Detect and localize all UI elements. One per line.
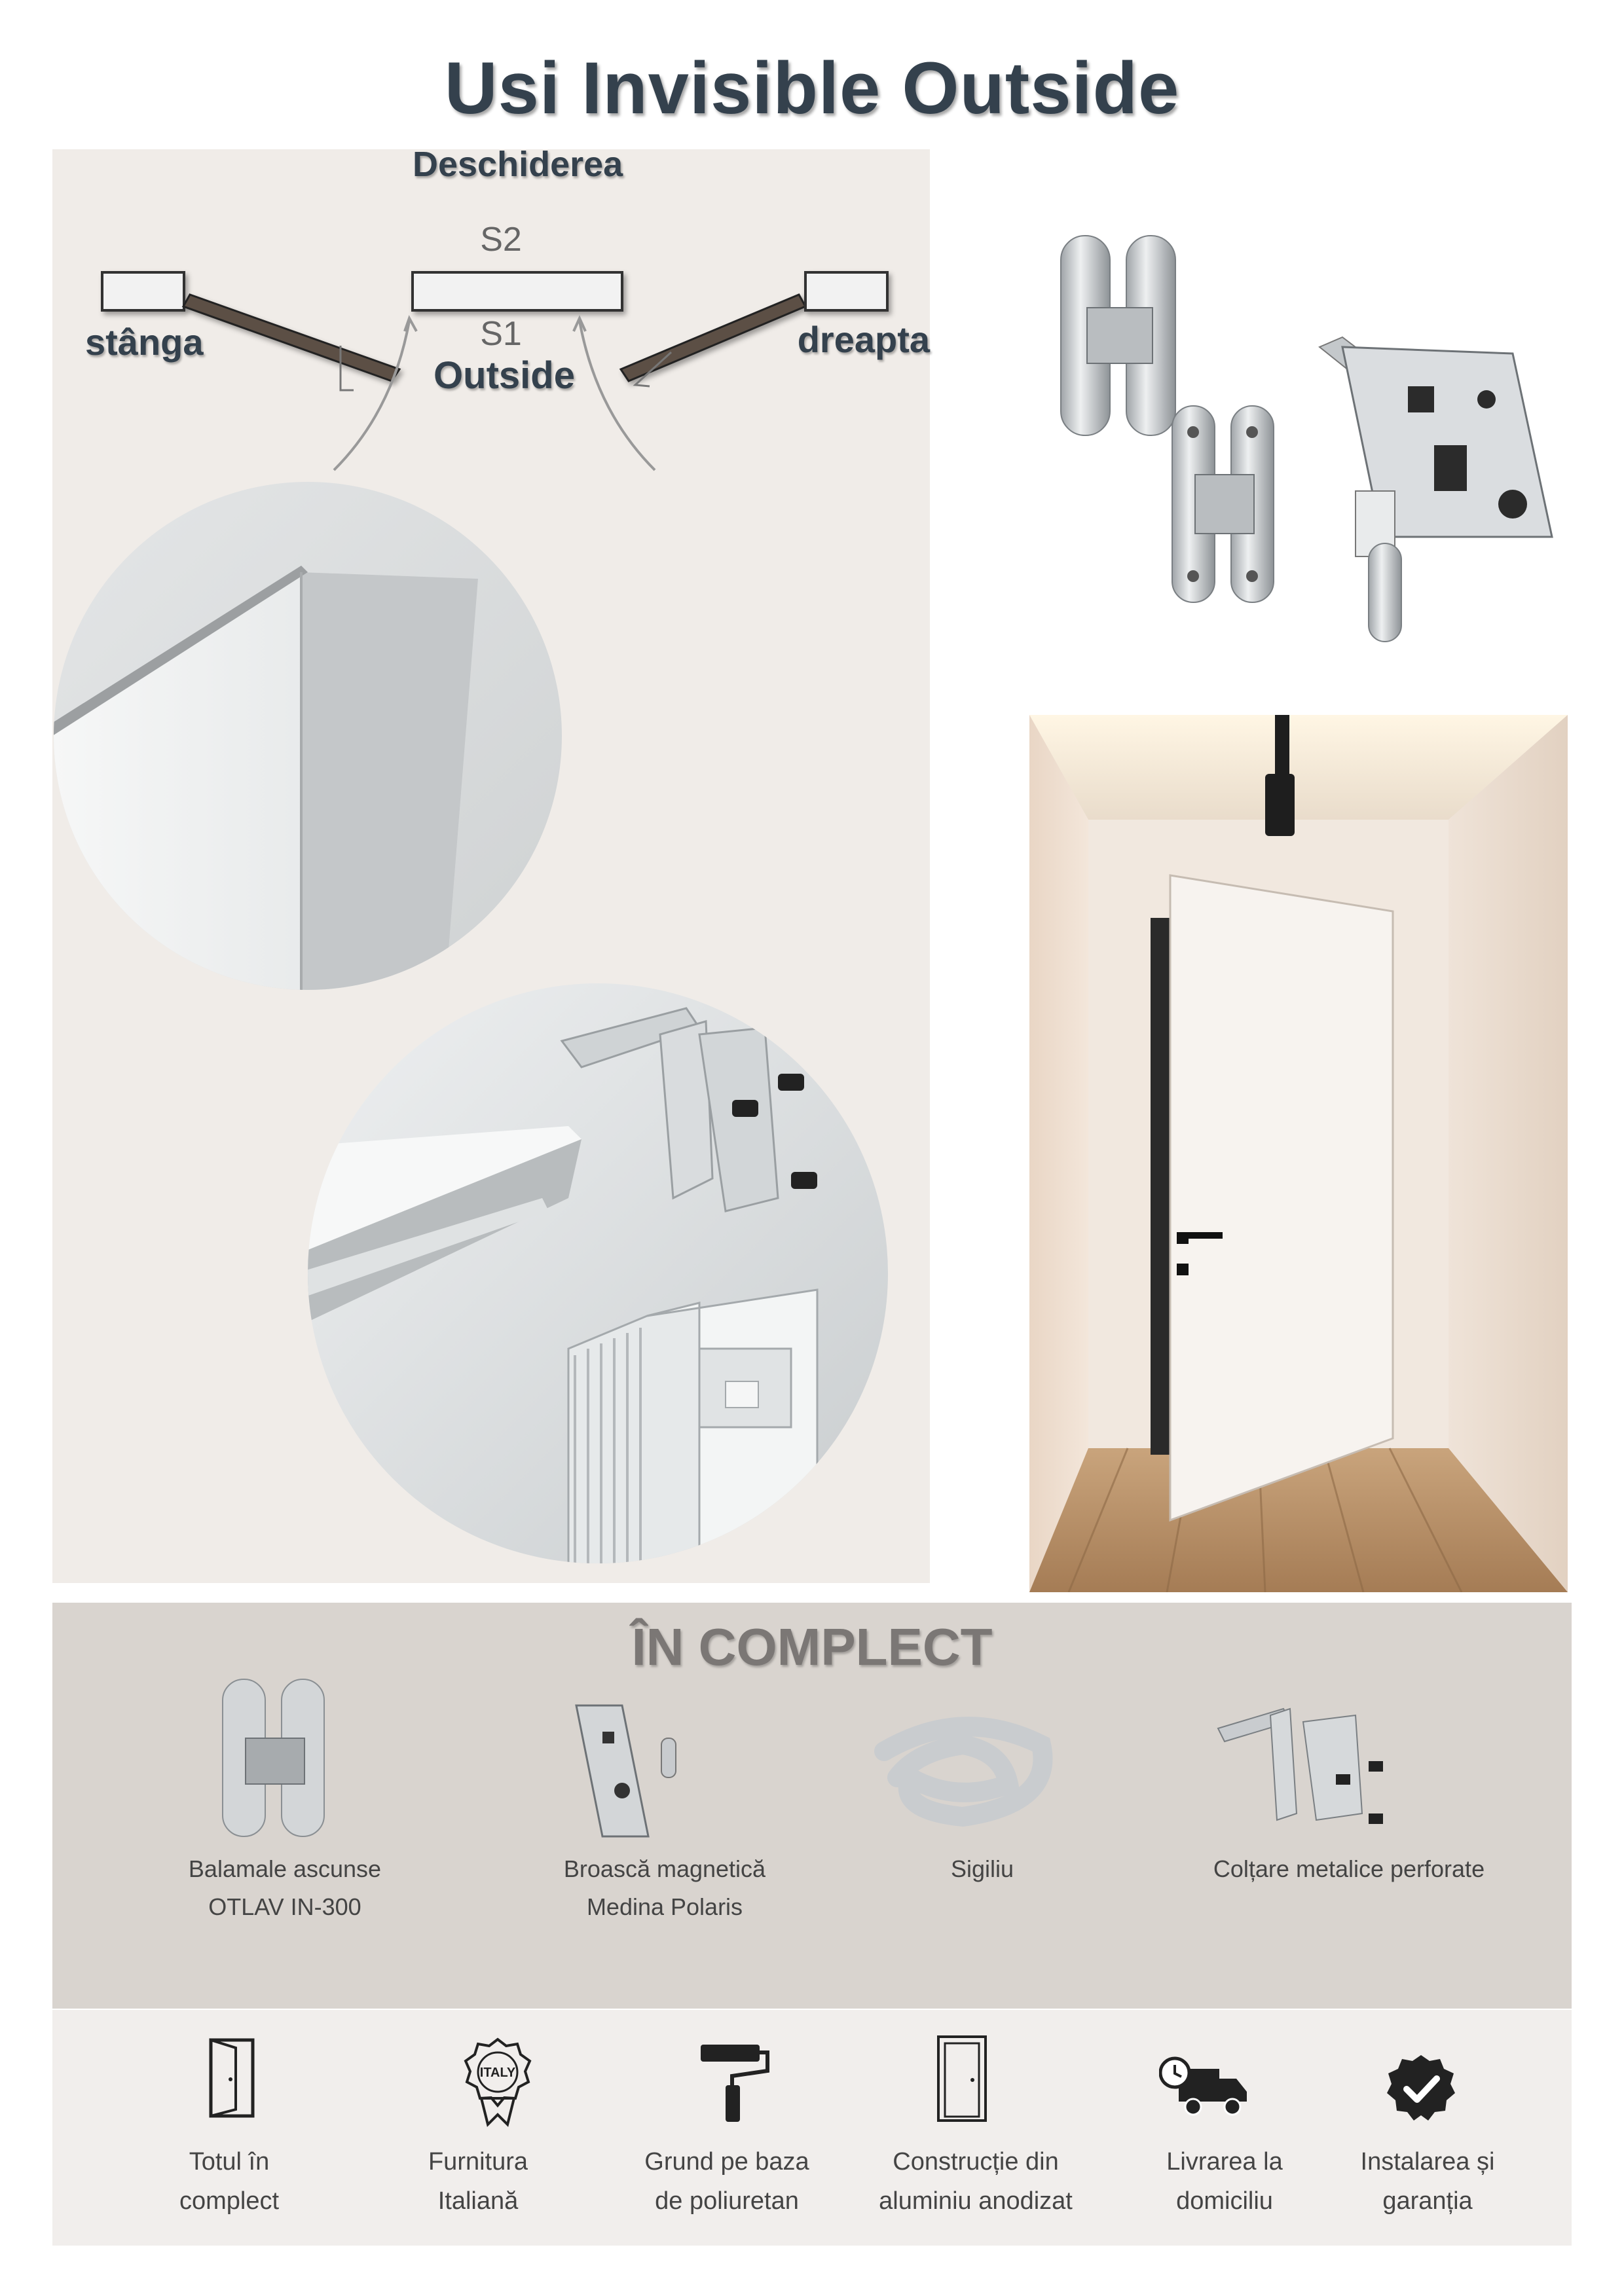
feature-polyurethane-primer-line1: Grund pe baza [644,2148,809,2176]
complect-title: ÎN COMPLECT [631,1618,993,1676]
right-swing-arc [580,321,655,470]
door-icon [203,2036,262,2121]
center-door-block [413,272,622,310]
delivery-truck-icon [1159,2056,1251,2121]
feature-installation-warranty [1316,2142,1539,2221]
left-opening-label: stânga [85,321,204,363]
door-edge-closeup-image [52,481,563,991]
complect-item-lock-line2: Medina Polaris [586,1893,743,1920]
perforated-corner-icon [1211,1702,1388,1840]
check-badge-icon [1385,2052,1457,2124]
right-opening-label: dreapta [797,319,930,360]
magnetic-lock-icon [563,1692,694,1843]
hinges-and-lock-image [1041,229,1572,655]
left-wall-block [102,272,184,310]
complect-item-hinges-line2: OTLAV IN-300 [208,1893,361,1920]
complect-item-corners-line1: Colțare metalice perforate [1213,1855,1485,1882]
left-swing-arc [334,321,409,470]
opening-heading: Deschiderea [413,145,623,184]
complect-item-corners [1166,1850,1532,1888]
feature-home-delivery [1113,2142,1336,2221]
feature-complete-set-line1: Totul în [189,2148,270,2176]
aluminium-profile-image [306,982,889,1565]
feature-polyurethane-primer-line2: de poliuretan [655,2187,799,2215]
complect-item-hinges [151,1850,419,1926]
complect-item-lock [517,1850,812,1926]
feature-home-delivery-line1: Livrarea la [1166,2148,1283,2176]
complect-item-seal [851,1850,1113,1888]
seal-icon [871,1705,1054,1830]
feature-installation-warranty-line2: garanția [1382,2187,1473,2215]
feature-anodized-aluminium [851,2142,1100,2221]
room-door-photo [1029,715,1568,1592]
feature-installation-warranty-line1: Instalarea și [1360,2148,1495,2176]
right-wall-block [805,272,887,310]
s1-label: S1 [480,315,522,353]
feature-anodized-aluminium-line1: Construcție din [893,2148,1059,2176]
italy-badge-text: ITALY [479,2066,516,2080]
feature-complete-set [118,2142,341,2221]
paint-roller-icon [694,2039,773,2124]
door-frame-icon [933,2033,992,2124]
feature-polyurethane-primer [609,2142,845,2221]
feature-anodized-aluminium-line2: aluminiu anodizat [879,2187,1073,2215]
italy-badge-icon [462,2036,534,2128]
page-title: Usi Invisible Outside [444,47,1180,129]
feature-italian-hardware-line2: Italiană [437,2187,519,2215]
complect-item-lock-line1: Broască magnetică [563,1855,766,1882]
feature-italian-hardware [373,2142,583,2221]
complect-item-seal-line1: Sigiliu [950,1855,1014,1882]
feature-home-delivery-line2: domiciliu [1176,2187,1273,2215]
s2-label: S2 [480,221,522,259]
feature-complete-set-line2: complect [179,2187,280,2215]
complect-item-hinges-line1: Balamale ascunse [188,1855,382,1882]
hidden-hinge-icon [210,1673,341,1843]
outside-label: Outside [434,354,575,397]
feature-italian-hardware-line1: Furnitura [428,2148,528,2176]
